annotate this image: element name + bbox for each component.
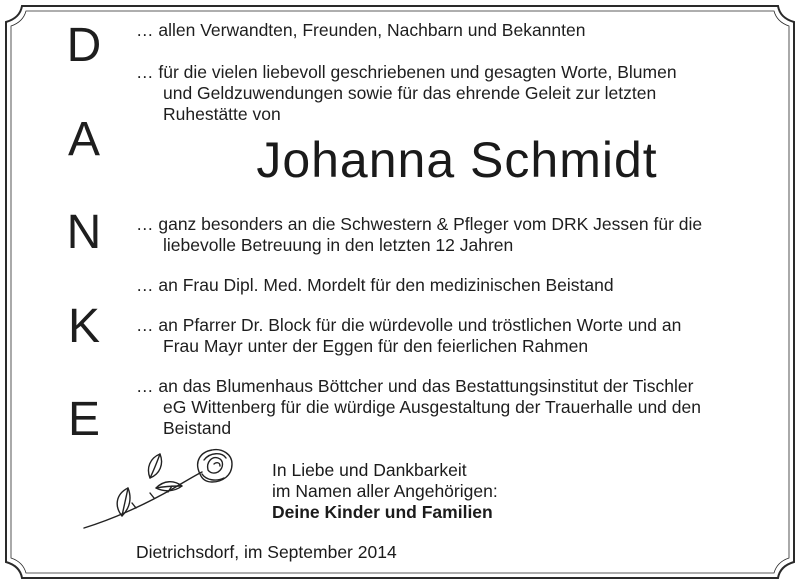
danke-letter-e: E — [67, 393, 100, 446]
vertical-danke — [58, 18, 110, 448]
deceased-name: Johanna Schmidt — [256, 132, 658, 188]
thanks-item-line2: liebevolle Betreuung in den letzten 12 Jahren — [163, 235, 514, 255]
thanks-lead-line3: Ruhestätte von — [163, 104, 281, 124]
thanks-lead-line1: … für die vielen liebevoll geschriebenen und gesagten Worte, Blumen — [136, 62, 677, 82]
thanks-lead-paragraph — [136, 62, 677, 125]
thanks-item-line2: Frau Mayr unter der Eggen für den feierlichen Rahmen — [163, 336, 589, 356]
danke-letter-k: K — [67, 299, 100, 353]
thanks-item — [136, 275, 614, 296]
danke-letter-a: A — [67, 112, 100, 166]
thanks-item-line3: Beistand — [163, 418, 232, 438]
thanks-item-line1: … an Pfarrer Dr. Block für die würdevolle und tröstlichen Worte und an — [136, 315, 682, 335]
thanks-item-line1: … an das Blumenhaus Böttcher und das Bestattungsinstitut der Tischler — [136, 376, 694, 396]
place-date: Dietrichsdorf, im September 2014 — [136, 542, 397, 562]
thanks-item-line2: eG Wittenberg für die würdige Ausgestaltung der Trauerhalle und den — [163, 397, 701, 417]
thanks-item-line1: … an Frau Dipl. Med. Mordelt für den medizinischen Beistand — [136, 275, 614, 295]
signature-block — [272, 460, 498, 523]
thanks-lead-line2: und Geldzuwendungen sowie für das ehrende Geleit zur letzten — [163, 83, 657, 103]
thanks-item — [136, 315, 681, 357]
thanks-item-line1: … ganz besonders an die Schwestern & Pfleger vom DRK Jessen für die — [136, 214, 703, 234]
signature-line1: In Liebe und Dankbarkeit — [272, 460, 467, 480]
signature-line2: im Namen aller Angehörigen: — [272, 481, 498, 501]
danke-letter-n: N — [66, 206, 102, 259]
thanks-item — [136, 214, 702, 256]
thanks-item — [136, 376, 701, 439]
signature-line3: Deine Kinder und Familien — [272, 502, 493, 522]
rose-icon — [76, 448, 246, 536]
danke-letter-d: D — [66, 19, 102, 72]
intro-line: … allen Verwandten, Freunden, Nachbarn und Bekannten — [136, 20, 586, 40]
